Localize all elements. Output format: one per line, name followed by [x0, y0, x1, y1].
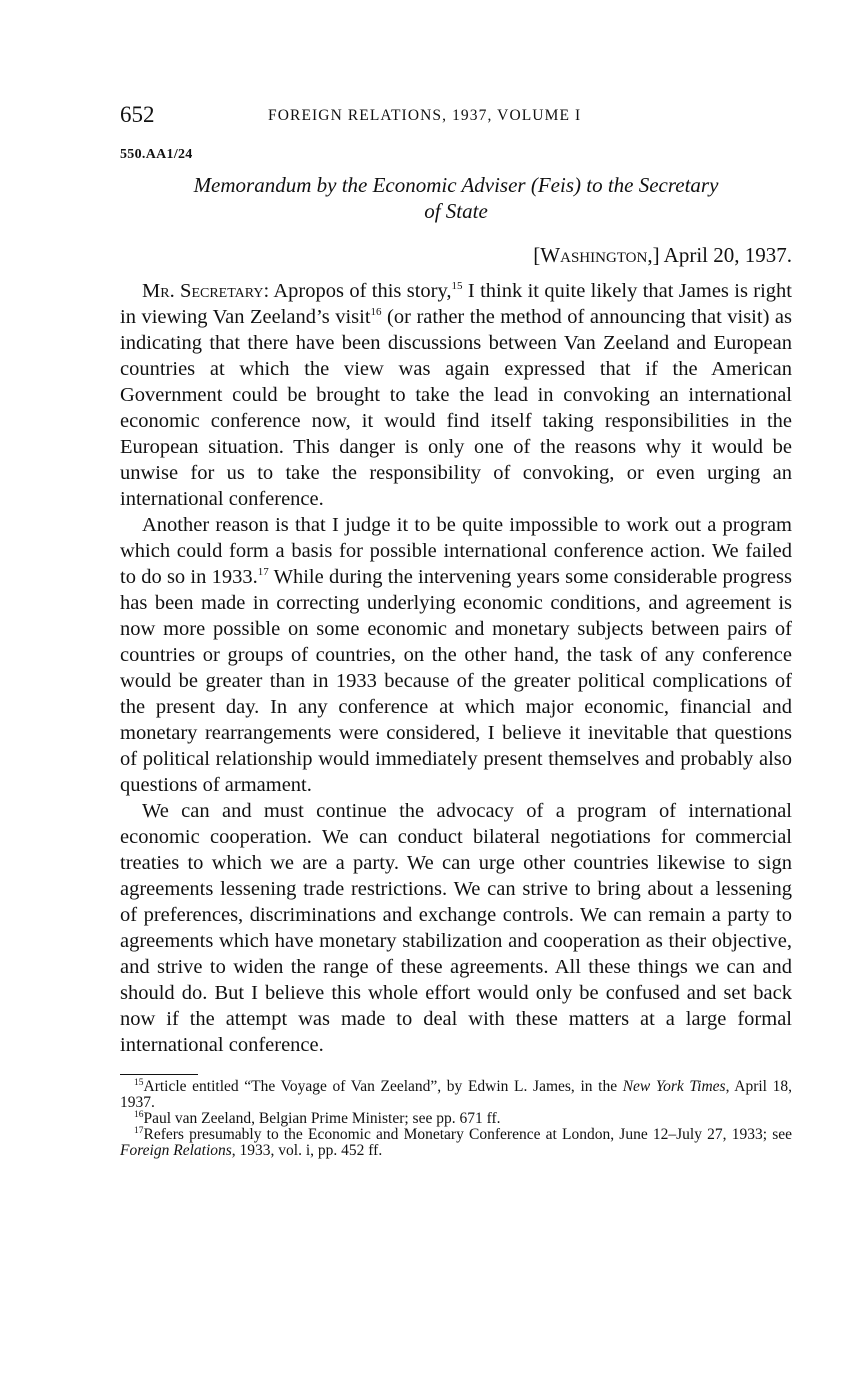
document-page [120, 100, 792, 1159]
dateline-date: April 20, 1937. [659, 243, 792, 267]
footnote-text: , 1933, vol. i, pp. 452 ff. [231, 1142, 383, 1159]
footnote-number: 15 [134, 1077, 144, 1088]
document-title [140, 172, 772, 224]
footnote-text: Article entitled “The Voyage of Van Zeeland”, by Edwin L. James, in the [143, 1078, 623, 1095]
footnote-text: Refers presumably to the Economic and Monetary Conference at London, June 12–July 27, 1933; see [143, 1126, 792, 1143]
running-head [120, 100, 792, 134]
footnotes [120, 1079, 792, 1159]
footnote-text: , April 18, 1937. [120, 1078, 792, 1111]
footnote-number: 16 [134, 1109, 144, 1120]
body-paragraph-3: We can and must continue the advocacy of a program of international economic cooperation. We can conduct bilateral negotiations for commercial treaties to which we are a party. We can urge other countries likewise to sign agreements lessening trade restrictions. We can strive to bring about a lessening of preferences, discriminations and exchange controls. We can remain a party to agreements which have monetary stabilization and cooperation as their objective, and strive to widen the range of these agreements. All these things we can and should do. But I believe this whole effort would only be confused and set back now if the attempt was made to deal with these matters at a large formal international conference. [120, 800, 792, 1056]
footnote-ref-17: 17 [257, 566, 269, 579]
footnote-15 [120, 1079, 792, 1111]
body-paragraph-2 [120, 512, 792, 798]
running-title: FOREIGN RELATIONS, 1937, VOLUME I [268, 107, 582, 124]
footnote-italic: New York Times [622, 1078, 726, 1095]
body-paragraph-1 [120, 278, 792, 512]
file-number: 550.AA1/24 [120, 147, 193, 162]
document-title-line-1: Memorandum by the Economic Adviser (Feis) to the Secretary [193, 173, 719, 197]
paragraph-2-text-a: Another reason is that I judge it to be quite impossible to work out a program which could form a basis for possible international conference action. We failed to do so in 1933. [120, 514, 792, 588]
footnote-ref-15: 15 [451, 280, 463, 293]
paragraph-1-text-c: (or rather the method of announcing that visit) as indicating that there have been discussions between Van Zeeland and European countries at which the view was again expressed that if the American Government could be brought to take the lead in convoking an international economic conference now, it would find itself taking responsibilities in the European situation. This danger is only one of the reasons why it would be unwise for us to take the responsibility of convoking, or even urging an international conference. [120, 306, 792, 510]
page-number: 652 [120, 102, 155, 127]
footnote-divider [120, 1074, 198, 1075]
footnote-16 [120, 1111, 792, 1127]
footnote-17 [120, 1127, 792, 1159]
paragraph-1-text-b: I think it quite likely that James is right in viewing Van Zeeland’s visit [120, 280, 793, 328]
document-title-line-2: of State [424, 199, 488, 223]
salutation: Mr. Secretary [142, 280, 264, 302]
paragraph-1-text-a: : Apropos of this story, [263, 280, 452, 302]
footnote-number: 17 [134, 1125, 144, 1136]
paragraph-2-text-b: While during the intervening years some considerable progress has been made in correcting underlying economic conditions, and agreement is now more possible on some economic and monetary subjects between pairs of countries or groups of countries, on the other hand, the task of any conference would be greater than in 1933 because of the greater political complications of the present day. In any conference at which major economic, financial and monetary rearrangements were considered, I believe it inevitable that questions of political relationship would immediately present themselves and probably also questions of armament. [120, 566, 792, 796]
dateline [120, 242, 792, 268]
dateline-place: [Washington,] [533, 243, 660, 267]
footnote-text: Paul van Zeeland, Belgian Prime Minister; see pp. 671 ff. [143, 1110, 501, 1127]
footnote-italic: Foreign Relations [120, 1142, 232, 1159]
footnote-ref-16: 16 [370, 306, 382, 319]
